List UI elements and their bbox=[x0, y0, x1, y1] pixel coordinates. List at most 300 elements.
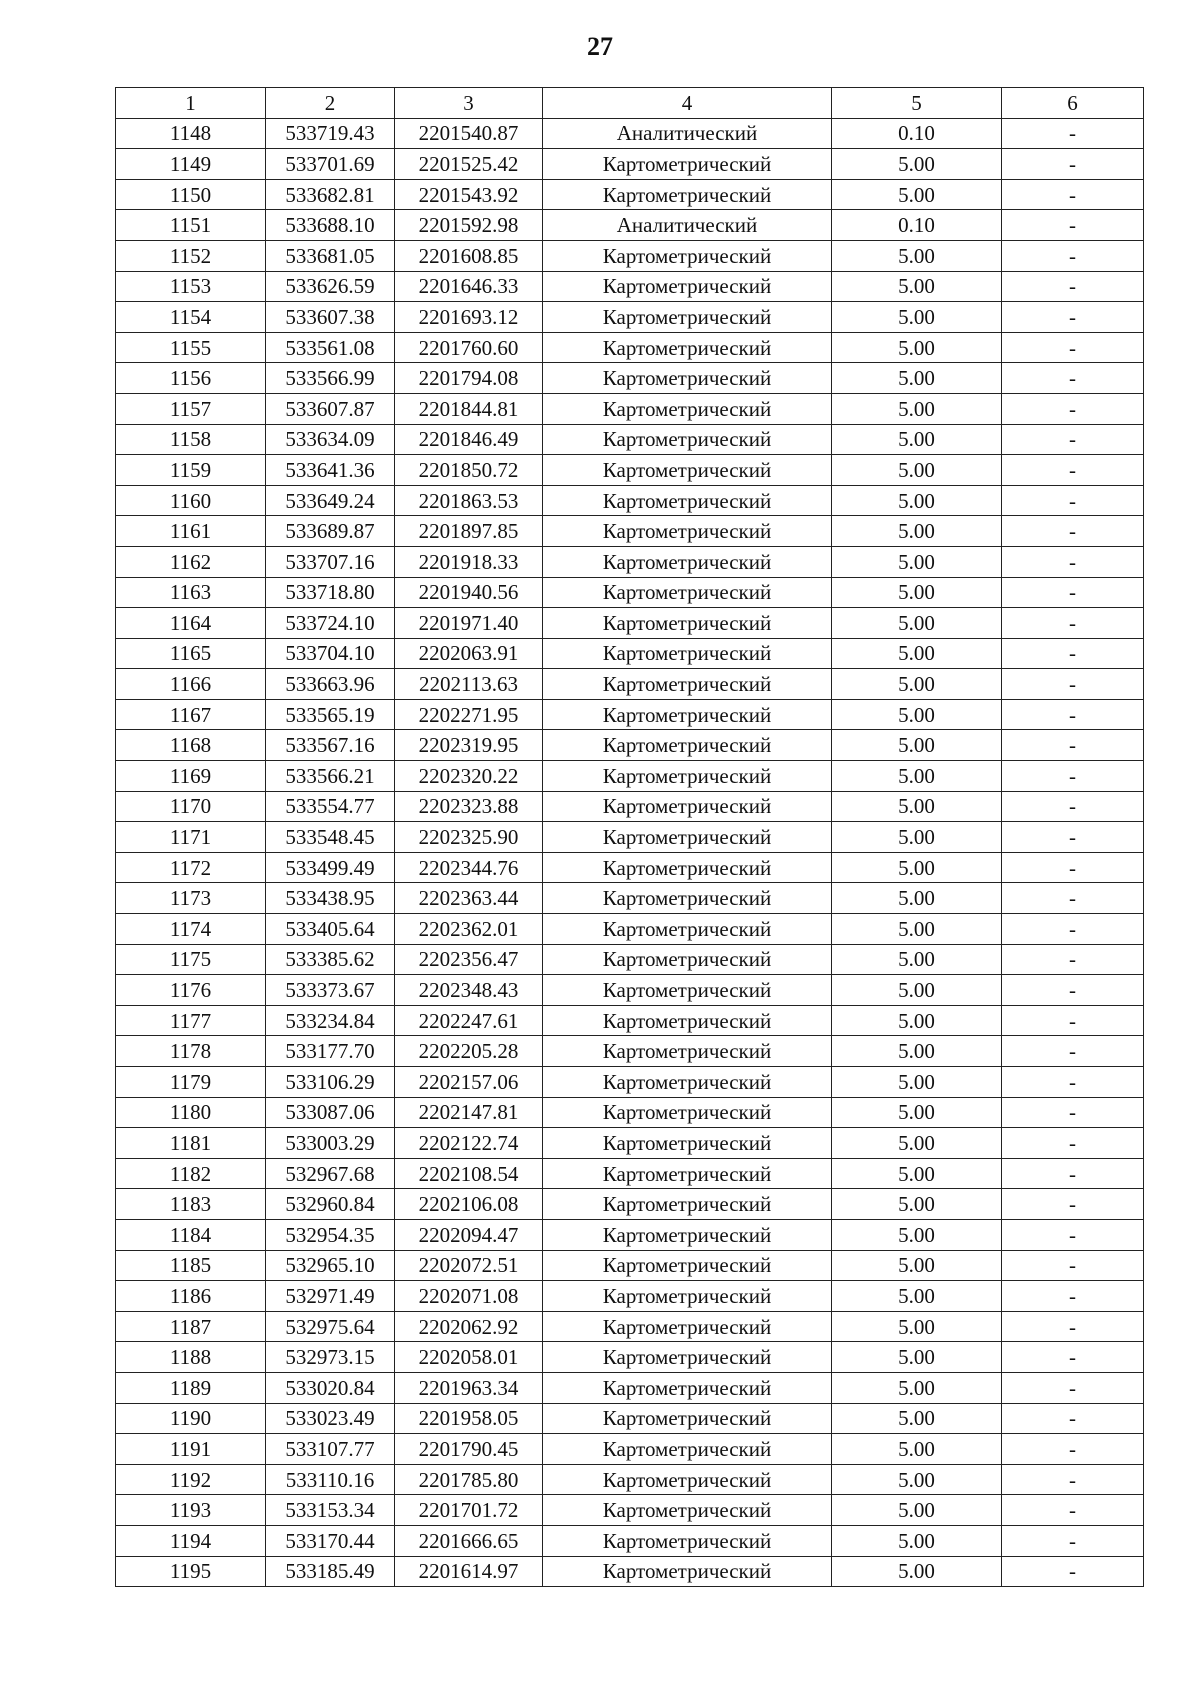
table-row bbox=[116, 332, 1144, 363]
table-row bbox=[116, 1372, 1144, 1403]
cell-note: - bbox=[1002, 638, 1144, 669]
table-row bbox=[116, 1556, 1144, 1587]
cell-note: - bbox=[1002, 1189, 1144, 1220]
cell-method: Картометрический bbox=[543, 179, 832, 210]
cell-coord-x: 533110.16 bbox=[266, 1464, 395, 1495]
table-row bbox=[116, 761, 1144, 792]
cell-accuracy: 5.00 bbox=[832, 332, 1002, 363]
cell-note: - bbox=[1002, 1342, 1144, 1373]
cell-accuracy: 5.00 bbox=[832, 577, 1002, 608]
cell-point-number: 1158 bbox=[116, 424, 266, 455]
cell-coord-y: 2201863.53 bbox=[395, 485, 543, 516]
cell-accuracy: 5.00 bbox=[832, 1464, 1002, 1495]
cell-method: Картометрический bbox=[543, 546, 832, 577]
cell-coord-x: 533607.38 bbox=[266, 302, 395, 333]
cell-accuracy: 5.00 bbox=[832, 1434, 1002, 1465]
cell-accuracy: 5.00 bbox=[832, 1128, 1002, 1159]
cell-point-number: 1178 bbox=[116, 1036, 266, 1067]
cell-point-number: 1153 bbox=[116, 271, 266, 302]
table-row bbox=[116, 1158, 1144, 1189]
cell-accuracy: 5.00 bbox=[832, 455, 1002, 486]
cell-coord-x: 533499.49 bbox=[266, 852, 395, 883]
coordinates-table bbox=[115, 87, 1144, 1587]
cell-method: Картометрический bbox=[543, 1281, 832, 1312]
cell-point-number: 1166 bbox=[116, 669, 266, 700]
cell-point-number: 1190 bbox=[116, 1403, 266, 1434]
table-row bbox=[116, 363, 1144, 394]
table-row bbox=[116, 1281, 1144, 1312]
cell-point-number: 1160 bbox=[116, 485, 266, 516]
cell-method: Картометрический bbox=[543, 302, 832, 333]
cell-coord-x: 533107.77 bbox=[266, 1434, 395, 1465]
header-col-2: 2 bbox=[266, 88, 395, 119]
cell-coord-y: 2201693.12 bbox=[395, 302, 543, 333]
cell-coord-y: 2202348.43 bbox=[395, 975, 543, 1006]
table-row bbox=[116, 822, 1144, 853]
cell-point-number: 1180 bbox=[116, 1097, 266, 1128]
cell-method: Картометрический bbox=[543, 1556, 832, 1587]
cell-coord-y: 2201525.42 bbox=[395, 149, 543, 180]
cell-accuracy: 5.00 bbox=[832, 271, 1002, 302]
cell-method: Картометрический bbox=[543, 1097, 832, 1128]
cell-point-number: 1183 bbox=[116, 1189, 266, 1220]
cell-accuracy: 5.00 bbox=[832, 1372, 1002, 1403]
cell-coord-y: 2202356.47 bbox=[395, 944, 543, 975]
table-row bbox=[116, 240, 1144, 271]
cell-point-number: 1152 bbox=[116, 240, 266, 271]
cell-point-number: 1177 bbox=[116, 1005, 266, 1036]
cell-coord-x: 533565.19 bbox=[266, 699, 395, 730]
cell-note: - bbox=[1002, 1158, 1144, 1189]
cell-point-number: 1175 bbox=[116, 944, 266, 975]
cell-point-number: 1174 bbox=[116, 914, 266, 945]
cell-method: Картометрический bbox=[543, 516, 832, 547]
cell-method: Картометрический bbox=[543, 791, 832, 822]
cell-point-number: 1164 bbox=[116, 608, 266, 639]
cell-note: - bbox=[1002, 1281, 1144, 1312]
cell-accuracy: 5.00 bbox=[832, 1097, 1002, 1128]
header-col-5: 5 bbox=[832, 88, 1002, 119]
cell-coord-y: 2201958.05 bbox=[395, 1403, 543, 1434]
cell-coord-y: 2201785.80 bbox=[395, 1464, 543, 1495]
cell-note: - bbox=[1002, 608, 1144, 639]
cell-point-number: 1149 bbox=[116, 149, 266, 180]
cell-coord-x: 533704.10 bbox=[266, 638, 395, 669]
cell-note: - bbox=[1002, 1403, 1144, 1434]
cell-accuracy: 5.00 bbox=[832, 699, 1002, 730]
cell-coord-x: 533566.99 bbox=[266, 363, 395, 394]
cell-method: Картометрический bbox=[543, 149, 832, 180]
table-row bbox=[116, 1036, 1144, 1067]
cell-method: Картометрический bbox=[543, 1372, 832, 1403]
cell-accuracy: 5.00 bbox=[832, 975, 1002, 1006]
cell-coord-y: 2201760.60 bbox=[395, 332, 543, 363]
cell-point-number: 1181 bbox=[116, 1128, 266, 1159]
cell-point-number: 1157 bbox=[116, 393, 266, 424]
cell-coord-y: 2201918.33 bbox=[395, 546, 543, 577]
cell-coord-y: 2201608.85 bbox=[395, 240, 543, 271]
cell-coord-y: 2201790.45 bbox=[395, 1434, 543, 1465]
cell-coord-x: 533087.06 bbox=[266, 1097, 395, 1128]
cell-note: - bbox=[1002, 914, 1144, 945]
cell-coord-y: 2202108.54 bbox=[395, 1158, 543, 1189]
cell-point-number: 1193 bbox=[116, 1495, 266, 1526]
cell-coord-y: 2202157.06 bbox=[395, 1067, 543, 1098]
cell-note: - bbox=[1002, 1250, 1144, 1281]
cell-point-number: 1151 bbox=[116, 210, 266, 241]
table-row bbox=[116, 1005, 1144, 1036]
cell-coord-x: 533724.10 bbox=[266, 608, 395, 639]
table-row bbox=[116, 149, 1144, 180]
table-row bbox=[116, 1495, 1144, 1526]
cell-method: Картометрический bbox=[543, 1495, 832, 1526]
cell-coord-x: 533641.36 bbox=[266, 455, 395, 486]
table-row bbox=[116, 1403, 1144, 1434]
table-row bbox=[116, 1464, 1144, 1495]
cell-point-number: 1156 bbox=[116, 363, 266, 394]
cell-point-number: 1159 bbox=[116, 455, 266, 486]
cell-note: - bbox=[1002, 271, 1144, 302]
cell-coord-x: 533554.77 bbox=[266, 791, 395, 822]
cell-accuracy: 5.00 bbox=[832, 1250, 1002, 1281]
cell-coord-y: 2201850.72 bbox=[395, 455, 543, 486]
cell-note: - bbox=[1002, 1495, 1144, 1526]
cell-coord-x: 533438.95 bbox=[266, 883, 395, 914]
cell-note: - bbox=[1002, 975, 1144, 1006]
cell-note: - bbox=[1002, 791, 1144, 822]
cell-method: Картометрический bbox=[543, 975, 832, 1006]
cell-coord-x: 533170.44 bbox=[266, 1525, 395, 1556]
cell-point-number: 1155 bbox=[116, 332, 266, 363]
cell-note: - bbox=[1002, 761, 1144, 792]
table-row bbox=[116, 455, 1144, 486]
cell-coord-y: 2201846.49 bbox=[395, 424, 543, 455]
cell-coord-x: 533185.49 bbox=[266, 1556, 395, 1587]
cell-coord-x: 532975.64 bbox=[266, 1311, 395, 1342]
cell-accuracy: 5.00 bbox=[832, 883, 1002, 914]
cell-note: - bbox=[1002, 149, 1144, 180]
cell-accuracy: 5.00 bbox=[832, 1067, 1002, 1098]
cell-accuracy: 5.00 bbox=[832, 914, 1002, 945]
header-col-6: 6 bbox=[1002, 88, 1144, 119]
cell-note: - bbox=[1002, 699, 1144, 730]
cell-coord-x: 533177.70 bbox=[266, 1036, 395, 1067]
table-row bbox=[116, 1525, 1144, 1556]
cell-note: - bbox=[1002, 1128, 1144, 1159]
table-row bbox=[116, 1097, 1144, 1128]
cell-accuracy: 5.00 bbox=[832, 822, 1002, 853]
cell-point-number: 1188 bbox=[116, 1342, 266, 1373]
cell-coord-x: 533681.05 bbox=[266, 240, 395, 271]
cell-accuracy: 5.00 bbox=[832, 1403, 1002, 1434]
cell-accuracy: 5.00 bbox=[832, 638, 1002, 669]
cell-note: - bbox=[1002, 332, 1144, 363]
cell-coord-y: 2202072.51 bbox=[395, 1250, 543, 1281]
table-row bbox=[116, 944, 1144, 975]
cell-point-number: 1161 bbox=[116, 516, 266, 547]
cell-accuracy: 5.00 bbox=[832, 179, 1002, 210]
cell-accuracy: 5.00 bbox=[832, 424, 1002, 455]
cell-accuracy: 0.10 bbox=[832, 118, 1002, 149]
cell-method: Картометрический bbox=[543, 332, 832, 363]
table-row bbox=[116, 1250, 1144, 1281]
cell-accuracy: 5.00 bbox=[832, 1556, 1002, 1587]
cell-method: Картометрический bbox=[543, 1250, 832, 1281]
table-row bbox=[116, 1434, 1144, 1465]
cell-coord-x: 533688.10 bbox=[266, 210, 395, 241]
cell-coord-y: 2201543.92 bbox=[395, 179, 543, 210]
cell-accuracy: 0.10 bbox=[832, 210, 1002, 241]
cell-coord-y: 2202362.01 bbox=[395, 914, 543, 945]
table-row bbox=[116, 1342, 1144, 1373]
cell-coord-x: 533626.59 bbox=[266, 271, 395, 302]
cell-coord-y: 2202344.76 bbox=[395, 852, 543, 883]
cell-point-number: 1168 bbox=[116, 730, 266, 761]
cell-point-number: 1176 bbox=[116, 975, 266, 1006]
cell-method: Картометрический bbox=[543, 1036, 832, 1067]
cell-coord-x: 533718.80 bbox=[266, 577, 395, 608]
cell-accuracy: 5.00 bbox=[832, 485, 1002, 516]
header-row bbox=[116, 88, 1144, 119]
cell-accuracy: 5.00 bbox=[832, 1005, 1002, 1036]
cell-method: Картометрический bbox=[543, 1311, 832, 1342]
cell-note: - bbox=[1002, 1219, 1144, 1250]
cell-point-number: 1169 bbox=[116, 761, 266, 792]
cell-method: Картометрический bbox=[543, 730, 832, 761]
cell-note: - bbox=[1002, 669, 1144, 700]
cell-point-number: 1154 bbox=[116, 302, 266, 333]
table-row bbox=[116, 730, 1144, 761]
table-row bbox=[116, 271, 1144, 302]
cell-coord-y: 2202122.74 bbox=[395, 1128, 543, 1159]
cell-accuracy: 5.00 bbox=[832, 669, 1002, 700]
table-row bbox=[116, 516, 1144, 547]
cell-coord-x: 533106.29 bbox=[266, 1067, 395, 1098]
cell-coord-x: 532967.68 bbox=[266, 1158, 395, 1189]
cell-coord-x: 533566.21 bbox=[266, 761, 395, 792]
cell-point-number: 1170 bbox=[116, 791, 266, 822]
cell-coord-x: 533234.84 bbox=[266, 1005, 395, 1036]
cell-point-number: 1187 bbox=[116, 1311, 266, 1342]
cell-accuracy: 5.00 bbox=[832, 791, 1002, 822]
table-row bbox=[116, 1311, 1144, 1342]
cell-coord-x: 533701.69 bbox=[266, 149, 395, 180]
cell-point-number: 1167 bbox=[116, 699, 266, 730]
cell-coord-y: 2201666.65 bbox=[395, 1525, 543, 1556]
cell-coord-y: 2201971.40 bbox=[395, 608, 543, 639]
table-row bbox=[116, 699, 1144, 730]
cell-coord-x: 533707.16 bbox=[266, 546, 395, 577]
cell-coord-x: 532971.49 bbox=[266, 1281, 395, 1312]
cell-note: - bbox=[1002, 1556, 1144, 1587]
cell-coord-y: 2202063.91 bbox=[395, 638, 543, 669]
cell-note: - bbox=[1002, 730, 1144, 761]
cell-method: Картометрический bbox=[543, 822, 832, 853]
cell-coord-y: 2202058.01 bbox=[395, 1342, 543, 1373]
table-row bbox=[116, 791, 1144, 822]
cell-coord-x: 533385.62 bbox=[266, 944, 395, 975]
cell-accuracy: 5.00 bbox=[832, 944, 1002, 975]
cell-note: - bbox=[1002, 577, 1144, 608]
cell-method: Картометрический bbox=[543, 608, 832, 639]
cell-method: Картометрический bbox=[543, 424, 832, 455]
cell-note: - bbox=[1002, 1005, 1144, 1036]
cell-method: Картометрический bbox=[543, 1189, 832, 1220]
cell-note: - bbox=[1002, 516, 1144, 547]
cell-coord-y: 2202325.90 bbox=[395, 822, 543, 853]
cell-method: Картометрический bbox=[543, 944, 832, 975]
cell-coord-x: 533023.49 bbox=[266, 1403, 395, 1434]
cell-note: - bbox=[1002, 1036, 1144, 1067]
cell-note: - bbox=[1002, 118, 1144, 149]
cell-note: - bbox=[1002, 944, 1144, 975]
table-row bbox=[116, 1189, 1144, 1220]
cell-point-number: 1148 bbox=[116, 118, 266, 149]
cell-coord-y: 2202323.88 bbox=[395, 791, 543, 822]
cell-method: Картометрический bbox=[543, 914, 832, 945]
cell-point-number: 1182 bbox=[116, 1158, 266, 1189]
cell-coord-x: 532973.15 bbox=[266, 1342, 395, 1373]
cell-point-number: 1185 bbox=[116, 1250, 266, 1281]
cell-accuracy: 5.00 bbox=[832, 608, 1002, 639]
cell-point-number: 1195 bbox=[116, 1556, 266, 1587]
table-row bbox=[116, 485, 1144, 516]
cell-coord-x: 532960.84 bbox=[266, 1189, 395, 1220]
cell-point-number: 1194 bbox=[116, 1525, 266, 1556]
cell-point-number: 1163 bbox=[116, 577, 266, 608]
cell-note: - bbox=[1002, 302, 1144, 333]
cell-accuracy: 5.00 bbox=[832, 1158, 1002, 1189]
cell-note: - bbox=[1002, 1525, 1144, 1556]
cell-accuracy: 5.00 bbox=[832, 1219, 1002, 1250]
cell-note: - bbox=[1002, 1434, 1144, 1465]
cell-method: Картометрический bbox=[543, 455, 832, 486]
cell-accuracy: 5.00 bbox=[832, 1189, 1002, 1220]
cell-coord-y: 2202247.61 bbox=[395, 1005, 543, 1036]
cell-coord-x: 532954.35 bbox=[266, 1219, 395, 1250]
cell-method: Картометрический bbox=[543, 1158, 832, 1189]
cell-accuracy: 5.00 bbox=[832, 546, 1002, 577]
cell-accuracy: 5.00 bbox=[832, 149, 1002, 180]
table-row bbox=[116, 577, 1144, 608]
cell-point-number: 1172 bbox=[116, 852, 266, 883]
table-row bbox=[116, 1219, 1144, 1250]
cell-method: Картометрический bbox=[543, 1067, 832, 1098]
table-row bbox=[116, 424, 1144, 455]
cell-coord-y: 2202271.95 bbox=[395, 699, 543, 730]
table-row bbox=[116, 393, 1144, 424]
cell-note: - bbox=[1002, 852, 1144, 883]
cell-accuracy: 5.00 bbox=[832, 1311, 1002, 1342]
cell-coord-y: 2201940.56 bbox=[395, 577, 543, 608]
cell-coord-y: 2202106.08 bbox=[395, 1189, 543, 1220]
cell-coord-y: 2201963.34 bbox=[395, 1372, 543, 1403]
cell-coord-y: 2202113.63 bbox=[395, 669, 543, 700]
header-col-4: 4 bbox=[543, 88, 832, 119]
table-row bbox=[116, 1067, 1144, 1098]
cell-point-number: 1192 bbox=[116, 1464, 266, 1495]
cell-point-number: 1184 bbox=[116, 1219, 266, 1250]
cell-method: Картометрический bbox=[543, 271, 832, 302]
cell-method: Картометрический bbox=[543, 363, 832, 394]
cell-method: Картометрический bbox=[543, 699, 832, 730]
cell-coord-y: 2201592.98 bbox=[395, 210, 543, 241]
cell-coord-y: 2202205.28 bbox=[395, 1036, 543, 1067]
cell-note: - bbox=[1002, 363, 1144, 394]
cell-coord-y: 2202320.22 bbox=[395, 761, 543, 792]
table-row bbox=[116, 975, 1144, 1006]
table-row bbox=[116, 608, 1144, 639]
cell-accuracy: 5.00 bbox=[832, 1036, 1002, 1067]
cell-method: Картометрический bbox=[543, 638, 832, 669]
table-row bbox=[116, 118, 1144, 149]
table-row bbox=[116, 210, 1144, 241]
cell-coord-x: 533561.08 bbox=[266, 332, 395, 363]
page-number: 27 bbox=[587, 32, 613, 61]
cell-coord-y: 2202319.95 bbox=[395, 730, 543, 761]
cell-coord-x: 532965.10 bbox=[266, 1250, 395, 1281]
cell-note: - bbox=[1002, 179, 1144, 210]
cell-point-number: 1189 bbox=[116, 1372, 266, 1403]
cell-method: Картометрический bbox=[543, 852, 832, 883]
table-row bbox=[116, 852, 1144, 883]
cell-method: Картометрический bbox=[543, 1525, 832, 1556]
cell-coord-x: 533373.67 bbox=[266, 975, 395, 1006]
cell-note: - bbox=[1002, 485, 1144, 516]
cell-point-number: 1150 bbox=[116, 179, 266, 210]
cell-point-number: 1165 bbox=[116, 638, 266, 669]
table-body bbox=[116, 118, 1144, 1587]
header-col-1: 1 bbox=[116, 88, 266, 119]
cell-method: Картометрический bbox=[543, 1342, 832, 1373]
cell-coord-y: 2201794.08 bbox=[395, 363, 543, 394]
cell-method: Картометрический bbox=[543, 240, 832, 271]
cell-point-number: 1162 bbox=[116, 546, 266, 577]
cell-coord-x: 533153.34 bbox=[266, 1495, 395, 1526]
cell-coord-x: 533719.43 bbox=[266, 118, 395, 149]
cell-note: - bbox=[1002, 393, 1144, 424]
cell-accuracy: 5.00 bbox=[832, 761, 1002, 792]
cell-note: - bbox=[1002, 210, 1144, 241]
cell-method: Картометрический bbox=[543, 669, 832, 700]
cell-coord-x: 533663.96 bbox=[266, 669, 395, 700]
cell-point-number: 1191 bbox=[116, 1434, 266, 1465]
cell-coord-y: 2201646.33 bbox=[395, 271, 543, 302]
cell-method: Картометрический bbox=[543, 883, 832, 914]
cell-note: - bbox=[1002, 546, 1144, 577]
cell-point-number: 1171 bbox=[116, 822, 266, 853]
cell-accuracy: 5.00 bbox=[832, 302, 1002, 333]
cell-method: Картометрический bbox=[543, 577, 832, 608]
cell-method: Картометрический bbox=[543, 1128, 832, 1159]
cell-accuracy: 5.00 bbox=[832, 1495, 1002, 1526]
cell-coord-x: 533634.09 bbox=[266, 424, 395, 455]
cell-note: - bbox=[1002, 1311, 1144, 1342]
cell-note: - bbox=[1002, 455, 1144, 486]
cell-coord-x: 533567.16 bbox=[266, 730, 395, 761]
cell-coord-y: 2202363.44 bbox=[395, 883, 543, 914]
cell-method: Картометрический bbox=[543, 1434, 832, 1465]
cell-accuracy: 5.00 bbox=[832, 516, 1002, 547]
cell-note: - bbox=[1002, 1464, 1144, 1495]
cell-accuracy: 5.00 bbox=[832, 1342, 1002, 1373]
header-col-3: 3 bbox=[395, 88, 543, 119]
cell-coord-x: 533607.87 bbox=[266, 393, 395, 424]
cell-coord-y: 2201614.97 bbox=[395, 1556, 543, 1587]
cell-coord-y: 2201701.72 bbox=[395, 1495, 543, 1526]
cell-coord-y: 2202062.92 bbox=[395, 1311, 543, 1342]
cell-note: - bbox=[1002, 1067, 1144, 1098]
